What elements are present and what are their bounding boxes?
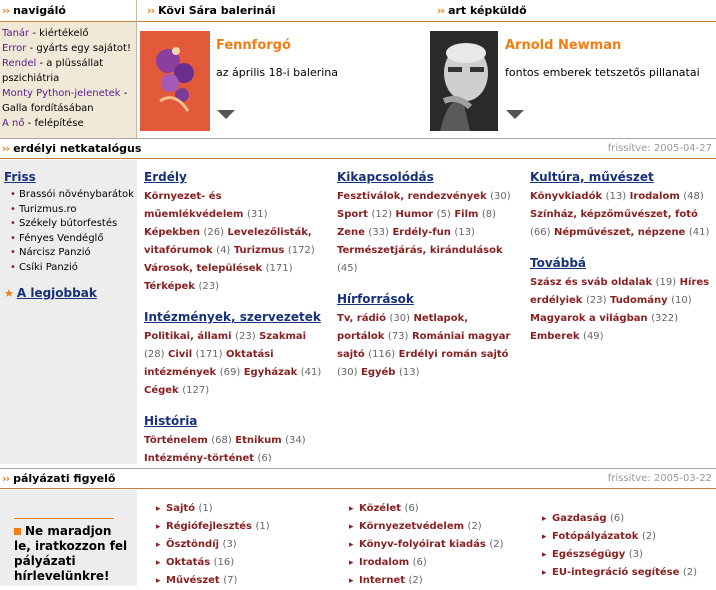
catalog-count: (6): [257, 453, 272, 464]
promo-text[interactable]: Ne maradjon le, iratkozzon fel pályázati hírlevelünkre!: [14, 524, 128, 583]
tender-col-2: [349, 500, 529, 590]
catalog-group: [337, 290, 517, 382]
tender-count: (1): [198, 503, 213, 514]
tender-link[interactable]: Irodalom: [359, 557, 410, 568]
friss-panel: [0, 160, 137, 464]
catalog-link[interactable]: Történelem: [144, 435, 208, 446]
catalog-count: (30): [389, 313, 410, 324]
catalog-count: (8): [481, 209, 497, 220]
catalog-col-2: [337, 168, 517, 394]
catalog-count: (23): [235, 331, 256, 342]
tender-count: (3): [628, 549, 643, 560]
tender-link[interactable]: Régiófejlesztés: [166, 521, 252, 532]
catalog-link[interactable]: Szász és sváb oldalak: [530, 277, 653, 288]
tender-count: (1): [255, 521, 270, 532]
catalog-row: [530, 224, 712, 242]
double-chevron-icon: ››: [2, 472, 10, 485]
catalog-row: [530, 188, 712, 206]
catalog-group-title[interactable]: Intézmények, szervezetek: [144, 310, 321, 324]
tender-item[interactable]: [156, 572, 336, 590]
catalog-row: [337, 310, 517, 328]
tender-item[interactable]: [156, 500, 336, 518]
catalog-group: [144, 168, 324, 296]
friss-item[interactable]: • Brassói növénybarátok: [9, 188, 135, 203]
catalog-group-title[interactable]: Kultúra, művészet: [530, 170, 654, 184]
catalog-count: (172): [287, 245, 315, 256]
catalog-count: (13): [454, 227, 475, 238]
catalog-link[interactable]: Képekben: [144, 227, 201, 238]
catalog-link[interactable]: Színház, képzőművészet, fotó: [530, 209, 698, 220]
art-image[interactable]: [430, 31, 498, 131]
tender-count: (2): [641, 531, 657, 542]
catalog-link[interactable]: Híres: [679, 277, 710, 288]
catalog-row: [337, 242, 517, 260]
tender-link[interactable]: Fotópályázatok: [552, 531, 639, 542]
catalog-link[interactable]: Romániai magyar: [411, 331, 511, 342]
art-name[interactable]: Arnold Newman: [505, 38, 622, 53]
catalog-count: (12): [371, 209, 392, 220]
catalog-link[interactable]: Netlapok,: [413, 313, 469, 324]
nav-item-key[interactable]: Rendel: [2, 58, 37, 69]
catalog-link[interactable]: Cégek: [144, 385, 179, 396]
promo-divider: [14, 518, 114, 519]
catalog-link[interactable]: sajtó: [337, 349, 365, 360]
catalog-count: (13): [605, 191, 627, 202]
tender-count: (3): [222, 539, 237, 550]
tender-count: (6): [412, 557, 427, 568]
catalog-count: (23): [585, 295, 607, 306]
tender-count: (2): [467, 521, 482, 532]
catalog-link[interactable]: Népművészet, népzene: [554, 227, 686, 238]
tender-link[interactable]: Egészségügy: [552, 549, 626, 560]
catalog-count: (69): [219, 367, 241, 378]
catalog-row: [144, 382, 324, 400]
friss-list: [9, 188, 135, 275]
catalog-row: [144, 206, 324, 224]
tender-link[interactable]: Közélet: [359, 503, 402, 514]
catalog-link[interactable]: erdélyiek: [530, 295, 583, 306]
catalog-link[interactable]: Politikai, állami: [144, 331, 232, 342]
catalog-link[interactable]: vitafórumok: [144, 245, 213, 256]
catalog-link[interactable]: Etnikum: [235, 435, 282, 446]
catalog-count: (116): [368, 349, 396, 360]
tender-item[interactable]: [542, 546, 716, 564]
catalog-link[interactable]: Tudomány: [609, 295, 668, 306]
catalog-row: [530, 328, 712, 346]
art-title: art képküldő: [448, 4, 527, 17]
friss-title[interactable]: Friss: [4, 170, 36, 184]
catalog-count: (41): [300, 367, 322, 378]
catalog-count: (31): [246, 209, 268, 220]
art-header: [427, 0, 716, 22]
catalog-count: (66): [530, 227, 551, 238]
catalog-row: [144, 224, 324, 242]
catalog-count: (68): [211, 435, 232, 446]
catalog-link[interactable]: Térképek: [144, 281, 195, 292]
tender-link[interactable]: Gazdaság: [552, 513, 607, 524]
tender-item[interactable]: [349, 572, 529, 590]
double-chevron-icon: ››: [147, 4, 155, 17]
tender-col-3: [542, 510, 716, 582]
tender-title: pályázati figyelő: [13, 472, 116, 485]
nav-list: [0, 22, 136, 135]
tender-count: (16): [213, 557, 235, 568]
catalog-link[interactable]: Környezet- és: [144, 191, 222, 202]
catalog-count: (30): [337, 367, 358, 378]
catalog-link[interactable]: Turizmus: [233, 245, 285, 256]
tender-count: (2): [489, 539, 504, 550]
double-chevron-icon: ››: [2, 142, 10, 155]
catalog-link[interactable]: Emberek: [530, 331, 580, 342]
tender-count: (7): [223, 575, 238, 586]
catalog-count: (33): [368, 227, 389, 238]
double-chevron-icon: ››: [437, 4, 445, 17]
tender-item[interactable]: [156, 518, 336, 536]
catalog-link[interactable]: Humor: [395, 209, 434, 220]
catalog-count: (322): [651, 313, 678, 324]
catalog-count: (28): [144, 349, 165, 360]
catalog-link[interactable]: Intézmény-történet: [144, 453, 255, 464]
tender-item[interactable]: [349, 518, 529, 536]
nav-item-text: - kiértékelő: [29, 28, 89, 39]
catalog-count: (73): [387, 331, 409, 342]
ballet-title: Kövi Sára balerinái: [158, 4, 276, 17]
catalog-row: [144, 346, 324, 364]
tender-link[interactable]: Környezetvédelem: [359, 521, 465, 532]
ballet-header: [137, 0, 427, 22]
nav-item-key[interactable]: Tanár: [2, 28, 30, 39]
tender-item[interactable]: [542, 564, 716, 582]
catalog-row: [144, 328, 324, 346]
catalog-count: (4): [216, 245, 231, 256]
tender-item[interactable]: [349, 554, 529, 572]
catalog-group-title[interactable]: História: [144, 414, 198, 428]
catalog-link[interactable]: Könyvkiadók: [530, 191, 603, 202]
catalog-link[interactable]: Egyéb: [361, 367, 396, 378]
ballet-triangle-icon[interactable]: [217, 110, 235, 119]
catalog-count: (10): [671, 295, 692, 306]
friss-item[interactable]: • Csíki Panzió: [9, 261, 135, 276]
tender-item[interactable]: [542, 528, 716, 546]
catalog-count: (13): [398, 367, 420, 378]
tender-item[interactable]: [349, 536, 529, 554]
catalog-link[interactable]: portálok: [337, 331, 385, 342]
catalog-row: [337, 188, 517, 206]
catalog-link[interactable]: Sport: [337, 209, 368, 220]
catalog-row: [530, 274, 712, 292]
tender-count: (2): [408, 575, 423, 586]
catalog-count: (34): [285, 435, 306, 446]
catalog-count: (30): [490, 191, 511, 202]
catalog-count: (49): [583, 331, 604, 342]
tender-item[interactable]: [542, 510, 716, 528]
catalog-group: [144, 308, 324, 400]
tender-updated: frissítve: 2005-03-22: [607, 473, 712, 484]
catalog-row: [144, 242, 324, 260]
tender-count: (6): [610, 513, 625, 524]
catalog-link[interactable]: intézmények: [144, 367, 217, 378]
catalog-row: [144, 364, 324, 382]
catalog-count: (19): [655, 277, 677, 288]
nav-item[interactable]: [2, 116, 134, 131]
catalog-link[interactable]: Szakmai: [259, 331, 307, 342]
catalog-row: [530, 292, 712, 310]
catalog-row: [337, 224, 517, 242]
catalog-link[interactable]: Erdély-fun: [392, 227, 451, 238]
catalog-group: [144, 412, 324, 468]
catalog-link[interactable]: Oktatási: [226, 349, 274, 360]
tender-link[interactable]: Oktatás: [166, 557, 211, 568]
catalog-row: [144, 450, 324, 468]
catalog-link[interactable]: Fesztiválok, rendezvények: [337, 191, 487, 202]
nav-item-text: - Galla fordításában: [2, 88, 128, 114]
tender-item[interactable]: [156, 536, 336, 554]
catalog-col-1: [144, 168, 324, 480]
art-desc: fontos emberek tetszetős pillanatai: [505, 66, 700, 79]
catalog-row: [337, 364, 517, 382]
catalog-link[interactable]: Film: [454, 209, 479, 220]
catalog-group-title[interactable]: Hírforrások: [337, 292, 414, 306]
catalog-link[interactable]: Városok, települések: [144, 263, 263, 274]
tender-item[interactable]: [156, 554, 336, 572]
catalog-link[interactable]: Zene: [337, 227, 365, 238]
square-icon: [14, 528, 21, 535]
ballet-name[interactable]: Fennforgó: [216, 38, 291, 53]
art-triangle-icon[interactable]: [506, 110, 524, 119]
catalog-row: [337, 346, 517, 364]
friss-item[interactable]: • Nárcisz Panzió: [9, 246, 135, 261]
nav-item-key[interactable]: Error: [2, 43, 27, 54]
best-link[interactable]: A legjobbak: [16, 286, 97, 300]
catalog-link[interactable]: Magyarok a világban: [530, 313, 648, 324]
nav-title: navigáló: [13, 4, 66, 17]
catalog-row: [144, 432, 324, 450]
friss-item[interactable]: • Turizmus.ro: [9, 203, 135, 218]
catalog-row: [337, 328, 517, 346]
catalog-link[interactable]: Egyházak: [243, 367, 298, 378]
tender-col-1: [156, 500, 336, 590]
catalog-count: (5): [436, 209, 451, 220]
catalog-group: [530, 168, 712, 242]
catalog-group: [530, 254, 712, 346]
catalog-link[interactable]: Tv, rádió: [337, 313, 386, 324]
nav-item[interactable]: [2, 26, 134, 41]
friss-item[interactable]: • Fényes Vendéglő: [9, 232, 135, 247]
catalog-row: [530, 310, 712, 328]
catalog-row: [337, 206, 517, 224]
ballet-image[interactable]: [140, 31, 210, 131]
catalog-count: (127): [182, 385, 210, 396]
catalog-link[interactable]: Irodalom: [629, 191, 680, 202]
tender-header: [0, 468, 716, 489]
catalog-row: [144, 188, 324, 206]
nav-item-text: - gyárts egy sajátot!: [26, 43, 131, 54]
nav-item[interactable]: [2, 86, 134, 116]
catalog-link[interactable]: Erdélyi román sajtó: [398, 349, 509, 360]
nav-item[interactable]: [2, 56, 134, 86]
catalog-row: [530, 206, 712, 224]
catalog-title: erdélyi netkatalógus: [13, 142, 142, 155]
tender-link[interactable]: Könyv-folyóirat kiadás: [359, 539, 486, 550]
catalog-count: (171): [195, 349, 223, 360]
tender-count: (6): [404, 503, 419, 514]
nav-item-key[interactable]: Monty Python-jelenetek: [2, 88, 121, 99]
nav-item-key[interactable]: A nő: [2, 118, 25, 129]
catalog-row: [144, 260, 324, 278]
tender-link[interactable]: Internet: [359, 575, 406, 586]
catalog-link[interactable]: Levelezőlisták,: [227, 227, 312, 238]
ballet-desc: az április 18-i balerina: [216, 66, 339, 79]
tender-item[interactable]: [349, 500, 529, 518]
catalog-count: (41): [688, 227, 710, 238]
friss-item[interactable]: • Székely bútorfestés: [9, 217, 135, 232]
double-chevron-icon: ››: [2, 4, 10, 17]
tender-link[interactable]: EU-integráció segítése: [552, 567, 680, 578]
catalog-link[interactable]: Természetjárás, kirándulások: [337, 245, 503, 256]
catalog-row: [144, 278, 324, 296]
catalog-count: (171): [265, 263, 293, 274]
catalog-header: [0, 138, 716, 159]
nav-item-text: - a plüssállat pszichiátria: [2, 58, 104, 84]
catalog-group-title[interactable]: Kikapcsolódás: [337, 170, 434, 184]
nav-item[interactable]: [2, 41, 134, 56]
nav-item-text: - felépítése: [24, 118, 84, 129]
catalog-group-title[interactable]: Erdély: [144, 170, 187, 184]
catalog-count: (45): [337, 263, 358, 274]
nav-header: [0, 0, 136, 22]
catalog-count: (26): [203, 227, 225, 238]
tender-count: (2): [682, 567, 698, 578]
catalog-link[interactable]: Civil: [168, 349, 193, 360]
catalog-group-title[interactable]: Továbbá: [530, 256, 587, 270]
tender-promo-panel: [0, 490, 137, 586]
catalog-col-3: [530, 168, 712, 358]
catalog-group: [337, 168, 517, 278]
tender-link[interactable]: Művészet: [166, 575, 220, 586]
catalog-updated: frissítve: 2005-04-27: [607, 143, 712, 154]
catalog-row: [337, 260, 517, 278]
catalog-count: (23): [198, 281, 219, 292]
star-icon: ★: [4, 286, 14, 300]
catalog-link[interactable]: műemlékvédelem: [144, 209, 244, 220]
nav-panel: [0, 0, 137, 138]
catalog-count: (48): [683, 191, 704, 202]
tender-link[interactable]: Ösztöndíj: [166, 539, 220, 550]
tender-link[interactable]: Sajtó: [166, 503, 196, 514]
best-link-wrap[interactable]: [4, 286, 97, 300]
